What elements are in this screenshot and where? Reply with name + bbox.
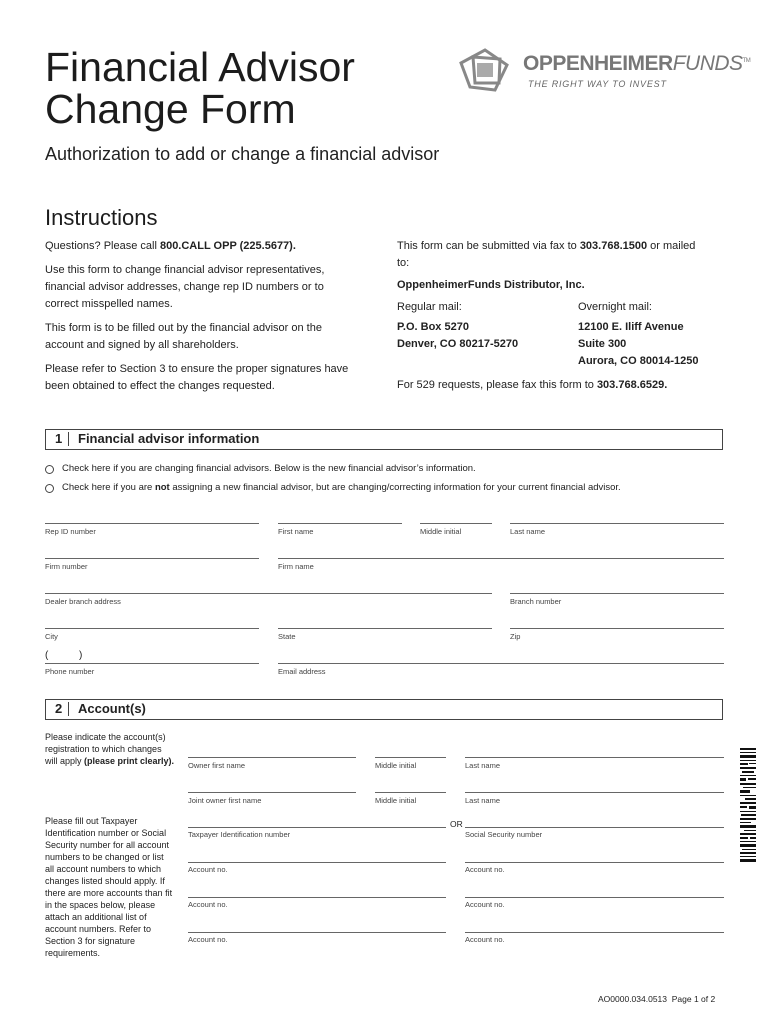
correct-advisor-radio[interactable] [45, 484, 54, 493]
accounts-note-2: Please fill out Taxpayer Identification number or Social Security number for all account numbers to be changed or list all account numbers to which changes listed should apply. If there are more accounts than fit in the spaces below, please attach an additional list of account numbers. Refer to Section 3 for signature requirements. [45, 816, 173, 958]
section-2-header [45, 699, 723, 720]
section-1-number: 1 [55, 431, 63, 446]
joint-owner-last-name-field[interactable] [465, 792, 724, 793]
phone-number-label: Phone number [45, 667, 95, 676]
first-name-field[interactable] [278, 523, 402, 524]
rep-id-label: Rep ID number [45, 527, 96, 536]
logo-name-funds: FUNDS [672, 52, 743, 75]
logo-tm: TM [742, 58, 751, 64]
page-number: Page 1 of 2 [671, 994, 716, 1004]
tin-label: Taxpayer Identification number [188, 830, 291, 839]
owner-first-name-label: Owner first name [188, 761, 246, 770]
branch-number-field[interactable] [510, 593, 724, 594]
correct-advisor-pre: Check here if you are [62, 482, 155, 493]
logo-tagline: THE RIGHT WAY TO INVEST [528, 79, 667, 89]
account-no-label: Account no. [465, 935, 505, 944]
instructions-para2: This form is to be filled out by the financial advisor on the account and signed by all shareholders. [45, 322, 322, 351]
correct-advisor-label [62, 482, 621, 493]
change-advisor-radio[interactable] [45, 465, 54, 474]
middle-initial-label: Middle initial [420, 527, 462, 536]
overnight-line1: 12100 E. Iliff Avenue [578, 321, 684, 333]
tin-field[interactable] [188, 827, 446, 828]
form-subtitle: Authorization to add or change a financial advisor [45, 144, 440, 164]
joint-owner-last-name-label: Last name [465, 796, 501, 805]
barcode-icon [740, 748, 756, 864]
state-field[interactable] [278, 628, 492, 629]
fax-529-prefix: For 529 requests, please fax this form to [397, 379, 597, 391]
form-title-line2: Change Form [45, 86, 296, 132]
account-no-label: Account no. [465, 900, 505, 909]
city-label: City [45, 632, 58, 641]
joint-owner-first-name-label: Joint owner first name [188, 796, 262, 805]
overnight-line2: Suite 300 [578, 338, 627, 350]
accounts-note-1-bold: (please print clearly). [84, 756, 175, 766]
distributor-name: OppenheimerFunds Distributor, Inc. [397, 279, 585, 291]
joint-owner-first-name-field[interactable] [188, 792, 356, 793]
owner-middle-initial-label: Middle initial [375, 761, 417, 770]
change-advisor-label: Check here if you are changing financial advisors. Below is the new financial advisor’s information. [62, 463, 476, 474]
overnight-line3: Aurora, CO 80014-1250 [578, 355, 699, 367]
state-label: State [278, 632, 296, 641]
regular-mail-label: Regular mail: [397, 301, 462, 313]
account-no-field[interactable] [465, 932, 724, 933]
form-title-line1: Financial Advisor [45, 44, 355, 90]
last-name-field[interactable] [510, 523, 724, 524]
middle-initial-field[interactable] [420, 523, 492, 524]
accounts-note-1 [45, 731, 175, 767]
section-divider [68, 702, 69, 716]
regular-line2: Denver, CO 80217-5270 [397, 338, 519, 350]
fax-529 [397, 377, 667, 394]
owner-first-name-field[interactable] [188, 757, 356, 758]
phone-paren-open: ( [45, 650, 49, 661]
fax-prefix: This form can be submitted via fax to [397, 240, 580, 252]
joint-owner-middle-initial-field[interactable] [375, 792, 446, 793]
email-address-field[interactable] [278, 663, 724, 664]
form-code: AO0000.034.0513 [598, 994, 668, 1004]
section-2-title: Account(s) [78, 701, 146, 716]
instructions-questions [45, 238, 375, 255]
fax-number: 303.768.1500 [579, 240, 648, 252]
dealer-branch-address-field[interactable] [45, 593, 492, 594]
regular-mail-address [397, 319, 518, 353]
correct-advisor-post: assigning a new financial advisor, but are changing/correcting information for your current financial advisor. [169, 482, 621, 493]
instructions-heading: Instructions [45, 205, 158, 230]
account-no-label: Account no. [465, 865, 505, 874]
firm-number-label: Firm number [45, 562, 88, 571]
section-2-number: 2 [55, 701, 63, 716]
overnight-mail-label: Overnight mail: [578, 301, 652, 313]
dealer-branch-address-label: Dealer branch address [45, 597, 121, 606]
account-no-field[interactable] [465, 862, 724, 863]
city-field[interactable] [45, 628, 259, 629]
ssn-field[interactable] [465, 827, 724, 828]
first-name-label: First name [278, 527, 314, 536]
owner-last-name-label: Last name [465, 761, 501, 770]
section-1-header [45, 429, 723, 450]
account-no-field[interactable] [188, 932, 446, 933]
correct-advisor-bold: not [154, 482, 170, 493]
owner-last-name-field[interactable] [465, 757, 724, 758]
account-no-label: Account no. [188, 900, 228, 909]
instructions-para1: Use this form to change financial advisor representatives, financial advisor addresses, change rep ID numbers or to correct misspelled names. [45, 264, 325, 310]
or-label: OR [450, 819, 463, 829]
accounts-note-1-text: Please indicate the account(s) registration to which changes will apply [45, 732, 166, 766]
owner-middle-initial-field[interactable] [375, 757, 446, 758]
fax-suffix: or mailed to: [397, 240, 696, 269]
firm-number-field[interactable] [45, 558, 259, 559]
phone-paren-close: ) [79, 650, 83, 661]
zip-label: Zip [510, 632, 521, 641]
branch-number-label: Branch number [510, 597, 562, 606]
overnight-mail-address [578, 319, 698, 370]
instructions-para3: Please refer to Section 3 to ensure the proper signatures have been obtained to effect the changes requested. [45, 363, 349, 392]
email-address-label: Email address [278, 667, 326, 676]
questions-text: Questions? Please call [45, 240, 160, 252]
account-no-field[interactable] [188, 862, 446, 863]
account-no-field[interactable] [465, 897, 724, 898]
form-title [45, 46, 355, 130]
phone-number-field[interactable] [45, 663, 259, 664]
questions-phone: 800.CALL OPP (225.5677). [159, 240, 296, 252]
firm-name-label: Firm name [278, 562, 314, 571]
fax-529-number: 303.768.6529. [596, 379, 668, 391]
section-divider [68, 432, 69, 446]
last-name-label: Last name [510, 527, 546, 536]
zip-field[interactable] [510, 628, 724, 629]
regular-line1: P.O. Box 5270 [397, 321, 469, 333]
joint-owner-middle-initial-label: Middle initial [375, 796, 417, 805]
logo-name-main: OPPENHEIMER [523, 52, 673, 75]
firm-name-field[interactable] [278, 558, 724, 559]
rep-id-field[interactable] [45, 523, 259, 524]
logo-emblem-icon [455, 45, 515, 95]
section-1-title: Financial advisor information [78, 431, 260, 446]
logo-wordmark [523, 52, 750, 76]
fax-instructions [397, 238, 707, 272]
ssn-label: Social Security number [465, 830, 543, 839]
account-no-label: Account no. [188, 935, 228, 944]
footer [598, 994, 715, 1004]
account-no-field[interactable] [188, 897, 446, 898]
account-no-label: Account no. [188, 865, 228, 874]
